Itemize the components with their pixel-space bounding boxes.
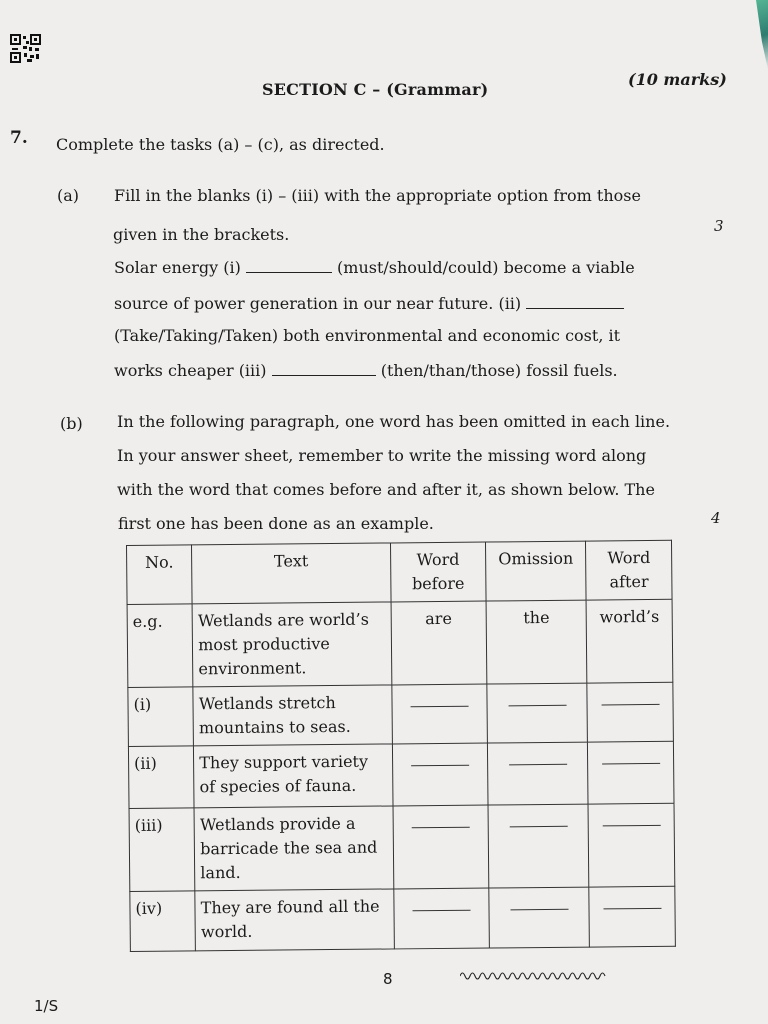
answer-blank-omission — [489, 887, 590, 948]
part-b-line2: In your answer sheet, remember to write the missing word along — [117, 446, 647, 465]
answer-blank-after — [588, 803, 674, 887]
header-no: No. — [127, 545, 193, 605]
part-a-passage-line4 — [114, 361, 618, 380]
blank-i — [246, 272, 332, 273]
passage-line4-end: (then/than/those) fossil fuels. — [380, 361, 618, 380]
passage-line2-start: source of power generation in our near future. (ii) — [114, 294, 522, 313]
table-header-row — [127, 540, 673, 604]
part-a-label: (a) — [57, 186, 80, 205]
answer-blank-before — [393, 805, 489, 889]
part-a-passage-line2 — [114, 294, 624, 313]
answer-blank-after — [587, 682, 673, 742]
passage-line1-end: (must/should/could) become a viable — [337, 258, 635, 277]
answer-blank-omission — [487, 742, 588, 805]
part-a-instruction-line1: Fill in the blanks (i) – (iii) with the appropriate option from those — [114, 186, 641, 205]
qr-code-icon — [10, 34, 42, 64]
question-number: 7. — [10, 128, 28, 148]
header-text: Text — [192, 543, 391, 604]
row-no: (iii) — [129, 808, 195, 892]
passage-line4-start: works cheaper (iii) — [114, 361, 267, 380]
blank-iii — [272, 375, 376, 376]
row-no: (iv) — [130, 891, 196, 952]
part-b-line4: first one has been done as an example. — [118, 514, 434, 533]
part-a-instruction-line2: given in the brackets. — [113, 225, 290, 244]
row-no: (ii) — [128, 746, 194, 809]
section-marks: (10 marks) — [628, 70, 727, 89]
row-word-before: are — [391, 601, 487, 685]
header-word-after: Word after — [586, 540, 672, 600]
row-text: Wetlands provide a barricade the sea and land. — [194, 806, 393, 891]
blank-ii — [526, 308, 624, 309]
row-omission: the — [486, 600, 587, 684]
header-word-before: Word before — [390, 542, 486, 602]
answer-blank-after — [589, 886, 675, 947]
header-omission: Omission — [485, 541, 586, 601]
table-row — [128, 741, 674, 808]
answer-blank-before — [392, 684, 488, 744]
row-text: Wetlands stretch mountains to seas. — [193, 685, 392, 746]
passage-line1-start: Solar energy (i) — [114, 258, 241, 277]
section-title: SECTION C – (Grammar) — [262, 80, 489, 99]
part-b-line3: with the word that comes before and after it, as shown below. The — [117, 480, 655, 499]
part-a-passage-line1 — [114, 258, 635, 277]
row-text: They support variety of species of fauna. — [194, 744, 393, 808]
row-no: e.g. — [127, 604, 193, 688]
part-a-marks: 3 — [714, 217, 724, 235]
page-number: 8 — [383, 970, 393, 988]
table-row — [128, 682, 674, 746]
table-row — [129, 803, 675, 891]
answer-blank-omission — [487, 683, 588, 743]
table-row — [130, 886, 676, 951]
row-text: Wetlands are world’s most productive environment. — [192, 602, 391, 687]
answer-blank-after — [588, 741, 674, 804]
part-b-marks: 4 — [711, 509, 721, 527]
page-corner-shadow — [738, 0, 768, 70]
row-text: They are found all the world. — [195, 889, 394, 951]
question-instruction: Complete the tasks (a) – (c), as directed. — [56, 135, 385, 154]
row-no: (i) — [128, 687, 194, 747]
answer-blank-omission — [488, 804, 589, 888]
omission-table — [126, 540, 676, 952]
part-b-label: (b) — [60, 414, 83, 433]
part-a-passage-line3: (Take/Taking/Taken) both environmental and economic cost, it — [114, 326, 621, 345]
row-word-after: world’s — [586, 599, 672, 683]
answer-blank-before — [392, 743, 488, 806]
paper-code: 1/S — [34, 997, 59, 1015]
part-b-line1: In the following paragraph, one word has been omitted in each line. — [117, 412, 671, 431]
answer-blank-before — [394, 888, 490, 949]
wavy-line-ornament — [460, 968, 610, 982]
table-row — [127, 599, 673, 687]
